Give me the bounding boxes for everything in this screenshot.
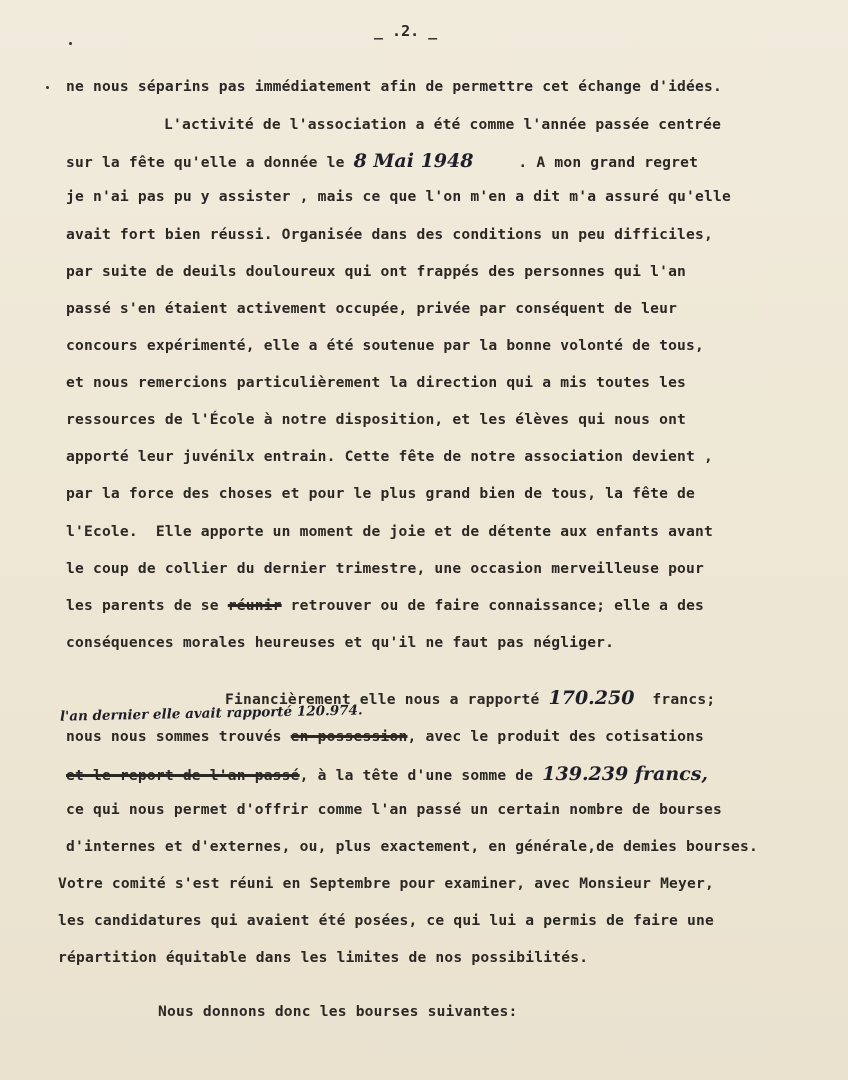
text-line — [0, 115, 848, 135]
typed-text: passé s'en étaient activement occupée, privée par conséquent de leur — [66, 300, 678, 317]
ink-speck — [69, 42, 72, 45]
typed-text: avait fort bien réussi. Organisée dans des conditions un peu difficiles, — [66, 226, 714, 243]
typed-text: ressources de l'École à notre disposition, et les élèves qui nous ont — [66, 411, 687, 428]
typed-text: ne nous séparins pas immédiatement afin de permettre cet échange d'idées. — [66, 78, 722, 95]
text-line — [0, 410, 848, 430]
typed-text: , à la tête d'une somme de — [299, 767, 543, 784]
text-line — [0, 837, 848, 857]
typed-text: ce qui nous permet d'offrir comme l'an passé un certain nombre de bourses — [66, 801, 722, 818]
typed-text: je n'ai pas pu y assister , mais ce que l'on m'en a dit m'a assuré qu'elle — [66, 188, 731, 205]
typed-text: par la force des choses et pour le plus grand bien de tous, la fête de — [66, 485, 696, 502]
typed-text: répartition équitable dans les limites de nos possibilités. — [58, 949, 589, 966]
text-line — [0, 522, 848, 542]
text-line — [0, 559, 848, 579]
struck-text: en possession — [290, 728, 408, 745]
handwritten-text: 8 Mai 1948 — [353, 150, 474, 172]
typed-text: d'internes et d'externes, ou, plus exactement, en générale,de demies bourses. — [66, 838, 758, 855]
text-line — [0, 299, 848, 319]
typed-text: nous nous sommes trouvés — [66, 728, 291, 745]
text-line — [0, 373, 848, 393]
text-line — [0, 447, 848, 467]
text-line — [0, 911, 848, 931]
handwritten-text: l'an dernier elle avait rapporté 120.974. — [59, 702, 363, 725]
text-line — [0, 484, 848, 504]
typed-text: concours expérimenté, elle a été soutenue par la bonne volonté de tous, — [66, 337, 705, 354]
text-line — [0, 764, 848, 786]
typed-text: Nous donnons donc les bourses suivantes: — [158, 1003, 518, 1020]
page-number: _ .2. _ — [374, 22, 438, 40]
text-line — [0, 1002, 848, 1022]
struck-text: réunir — [227, 597, 282, 614]
typed-text: les candidatures qui avaient été posées, ce qui lui a permis de faire une — [58, 912, 714, 929]
text-line — [0, 727, 848, 747]
typed-text: . A mon grand regret — [473, 154, 699, 171]
text-line — [0, 633, 848, 653]
typed-text: le coup de collier du dernier trimestre, une occasion merveilleuse pour — [66, 560, 705, 577]
typed-text: Financièrement elle nous a rapporté — [225, 691, 549, 708]
typed-text: retrouver ou de faire connaissance; elle a des — [281, 597, 705, 614]
handwritten-text: 139.239 francs, — [542, 763, 709, 785]
typed-text: francs; — [634, 691, 716, 708]
text-line — [0, 336, 848, 356]
typed-text: les parents de se — [66, 597, 228, 614]
typed-text: sur la fête qu'elle a donnée le — [66, 154, 354, 171]
text-line — [0, 948, 848, 968]
typed-text: L'activité de l'association a été comme l'année passée centrée — [164, 116, 722, 133]
text-line — [0, 187, 848, 207]
text-line — [0, 596, 848, 616]
typed-text: et nous remercions particulièrement la direction qui a mis toutes les — [66, 374, 687, 391]
text-line — [0, 151, 848, 173]
typed-text: conséquences morales heureuses et qu'il ne faut pas négliger. — [66, 634, 615, 651]
typed-text: l'Ecole. Elle apporte un moment de joie et de détente aux enfants avant — [66, 523, 714, 540]
handwritten-text: 170.250 — [548, 687, 635, 709]
struck-text: et le report de l'an passé — [66, 767, 300, 784]
typed-text: Votre comité s'est réuni en Septembre pour examiner, avec Monsieur Meyer, — [58, 875, 714, 892]
text-line — [0, 262, 848, 282]
typed-text: par suite de deuils douloureux qui ont frappés des personnes qui l'an — [66, 263, 687, 280]
text-line — [0, 77, 848, 97]
typed-text: , avec le produit des cotisations — [407, 728, 705, 745]
text-line — [0, 225, 848, 245]
text-line — [0, 800, 848, 820]
text-line — [0, 874, 848, 894]
typed-text: apporté leur juvénilx entrain. Cette fête de notre association devient , — [66, 448, 714, 465]
